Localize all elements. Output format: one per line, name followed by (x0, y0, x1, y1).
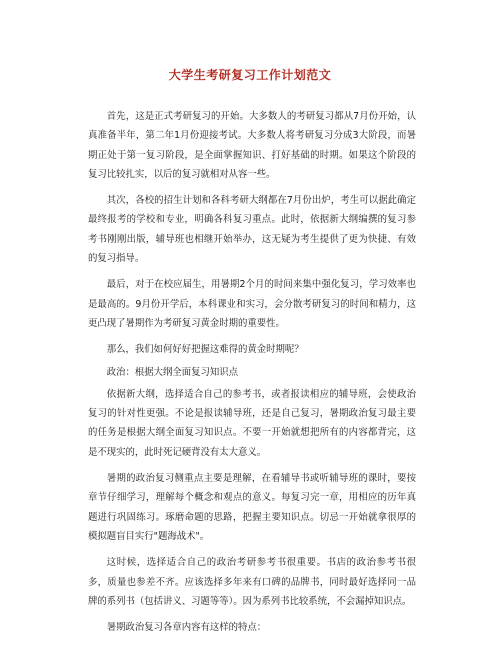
paragraph-second: 其次，各校的招生计划和各科考研大纲都在7月份出炉，考生可以据此确定最终报考的学校和专业，明确各科复习重点。此时，依据新大纲编撰的复习参考书刚刚出版，辅导班也相继开始举办，这无疑为考生提供了更为快捷、有效的复习指导。 (88, 195, 416, 265)
paragraph-third: 最后，对于在校应届生，用暑期2个月的时间来集中强化复习，学习效率也是最高的。9月份开学后，本科课业和实习，会分散考研复习的时间和精力，这更凸现了暑期作为考研复习黄金时期的重要性。 (88, 279, 416, 329)
paragraph-intro: 首先，这是正式考研复习的开始。大多数人的考研复习都从7月份开始，认真准备半年，第二年1月份迎接考试。大多数人将考研复习分成3大阶段，而暑期正处于第一复习阶段，是全面掌握知识、打好基础的时期。如果这个阶段的复习比较扎实，以后的复习就相对从容一些。 (88, 111, 416, 180)
paragraph-question: 那么，我们如何好好把握这难得的黄金时期呢？ (106, 344, 304, 356)
paragraph-politics-3: 这时候，选择适合自己的政治考研参考书很重要。书店的政治参考书很多，质量也参差不齐。应该选择多年来有口碑的品牌书，同时最好选择同一品牌的系列书（包括讲义、习题等等）。因为系列书比较系统，不会漏掉知识点。 (88, 557, 416, 607)
document-title: 大学生考研复习工作计划范文 (168, 68, 332, 82)
paragraph-politics-4: 暑期政治复习各章内容有这样的特点： (106, 622, 267, 634)
section-heading-politics: 政治：根据大纲全面复习知识点 (106, 366, 239, 378)
paragraph-politics-1: 依据新大纲，选择适合自己的参考书，或者报读相应的辅导班，会使政治复习的针对性更强。不论是报读辅导班，还是自己复习，暑期政治复习最主要的任务是根据大纲全面复习知识点。不要一开始就想把所有的内容都背完，这是不现实的，此时死记硬背没有太大意义。 (88, 388, 416, 458)
document-body (88, 107, 416, 644)
paragraph-politics-2: 暑期的政治复习侧重点主要是理解，在看辅导书或听辅导班的课时，要按章节仔细学习，理解每个概念和观点的意义。每复习完一章，用相应的历年真题进行巩固练习。琢磨命题的思路，把握主要知识点。切忌一开始就拿很厚的模拟题盲目实行"题海战术"。 (88, 473, 416, 542)
